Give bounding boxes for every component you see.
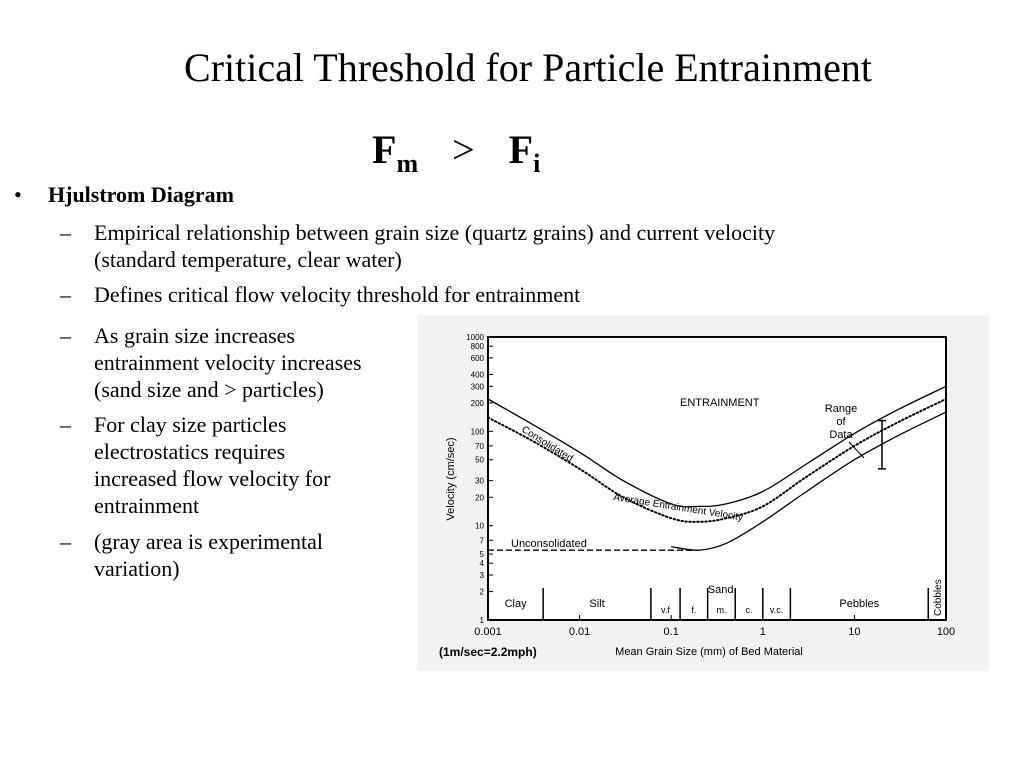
size-class-label: Pebbles	[839, 598, 880, 610]
sub-item-3-line-1: As grain size increases	[94, 323, 295, 348]
hjulstrom-figure	[417, 315, 989, 671]
y-tick-label: 4	[479, 559, 484, 569]
y-tick-label: 20	[475, 493, 484, 503]
y-tick-label: 800	[470, 342, 484, 352]
sub-item-4-line-2: electrostatics requires	[94, 439, 286, 464]
y-tick-label: 300	[470, 382, 484, 392]
greater-than-operator: >	[452, 127, 475, 172]
unconsolidated-label: Unconsolidated	[511, 538, 587, 550]
dash-icon: –	[60, 529, 71, 554]
inertial-force-symbol: F	[508, 127, 534, 172]
dash-icon: –	[60, 220, 71, 245]
y-tick-label: 400	[470, 370, 484, 380]
y-tick-label: 30	[475, 476, 484, 486]
sub-item-1-line-2: (standard temperature, clear water)	[94, 247, 402, 272]
conversion-note: (1m/sec=2.2mph)	[439, 645, 537, 659]
mobilizing-force-subscript: m	[396, 149, 419, 178]
sub-item-5-line-1: (gray area is experimental	[94, 529, 324, 554]
x-axis-label: Mean Grain Size (mm) of Bed Material	[615, 646, 803, 658]
sub-item-4-line-1: For clay size particles	[94, 412, 287, 437]
bullet-dot-icon: •	[14, 182, 22, 207]
sand-subclass-label: v.f	[661, 605, 670, 615]
y-tick-label: 600	[470, 353, 484, 363]
dash-icon: –	[60, 412, 71, 437]
sub-item-5-line-2: variation)	[94, 556, 180, 581]
hjulstrom-chart	[417, 315, 989, 671]
slide-title: Critical Threshold for Particle Entrainment	[184, 45, 872, 90]
sub-item-3-line-3: (sand size and > particles)	[94, 377, 324, 402]
y-tick-label: 5	[479, 550, 484, 560]
plot-frame	[488, 337, 946, 620]
x-tick-label: 1	[759, 626, 766, 638]
x-tick-label: 0.001	[474, 626, 502, 638]
sand-subclass-label: v.c.	[769, 605, 784, 615]
main-bullet-text: Hjulstrom Diagram	[48, 182, 234, 207]
sub-item-4-line-3: increased flow velocity for	[94, 466, 331, 491]
dash-icon: –	[60, 282, 71, 307]
mobilizing-force-symbol: F	[372, 127, 397, 172]
average-velocity-label: Average Entrainment Velocity	[612, 492, 744, 524]
y-tick-label: 50	[475, 455, 484, 465]
y-tick-label: 2	[479, 587, 484, 597]
y-tick-label: 100	[470, 427, 484, 437]
size-class-label: Clay	[504, 598, 527, 610]
size-class-label: Cobbles	[933, 579, 945, 616]
x-tick-label: 100	[936, 626, 956, 638]
y-tick-label: 10	[475, 521, 484, 531]
y-tick-label: 1	[479, 616, 484, 625]
main-bullet	[14, 182, 234, 208]
x-tick-label: 0.01	[568, 626, 591, 638]
y-axis-label: Velocity (cm/sec)	[445, 437, 457, 521]
size-class-label: Sand	[707, 584, 734, 596]
x-tick-label: 10	[848, 626, 861, 638]
sand-subclass-label: f.	[691, 605, 697, 615]
range-label-line-3: Data	[829, 429, 853, 441]
y-tick-label: 7	[479, 536, 484, 546]
x-tick-label: 0.1	[663, 626, 679, 638]
sub-item-2-line-1: Defines critical flow velocity threshold for entrainment	[94, 282, 581, 307]
range-label-line-1: Range	[824, 403, 858, 415]
size-class-label: Silt	[589, 598, 605, 610]
y-tick-label: 1000	[466, 333, 484, 342]
y-tick-label: 70	[475, 441, 484, 451]
sand-subclass-label: m.	[716, 605, 727, 615]
inertial-force-subscript: i	[533, 149, 541, 178]
y-tick-label: 200	[470, 398, 484, 408]
sub-item-1-line-1: Empirical relationship between grain size (quartz grains) and current velocity	[94, 220, 776, 245]
dash-icon: –	[60, 323, 71, 348]
consolidated-label: Consolidated	[519, 424, 575, 465]
sub-item-3-line-2: entrainment velocity increases	[94, 350, 362, 375]
entrainment-label: ENTRAINMENT	[680, 397, 760, 409]
range-label-line-2: of	[836, 416, 846, 428]
sand-subclass-label: c.	[745, 605, 753, 615]
y-tick-label: 3	[479, 570, 484, 580]
sub-item-4-line-4: entrainment	[94, 493, 200, 518]
force-inequality	[372, 126, 540, 179]
